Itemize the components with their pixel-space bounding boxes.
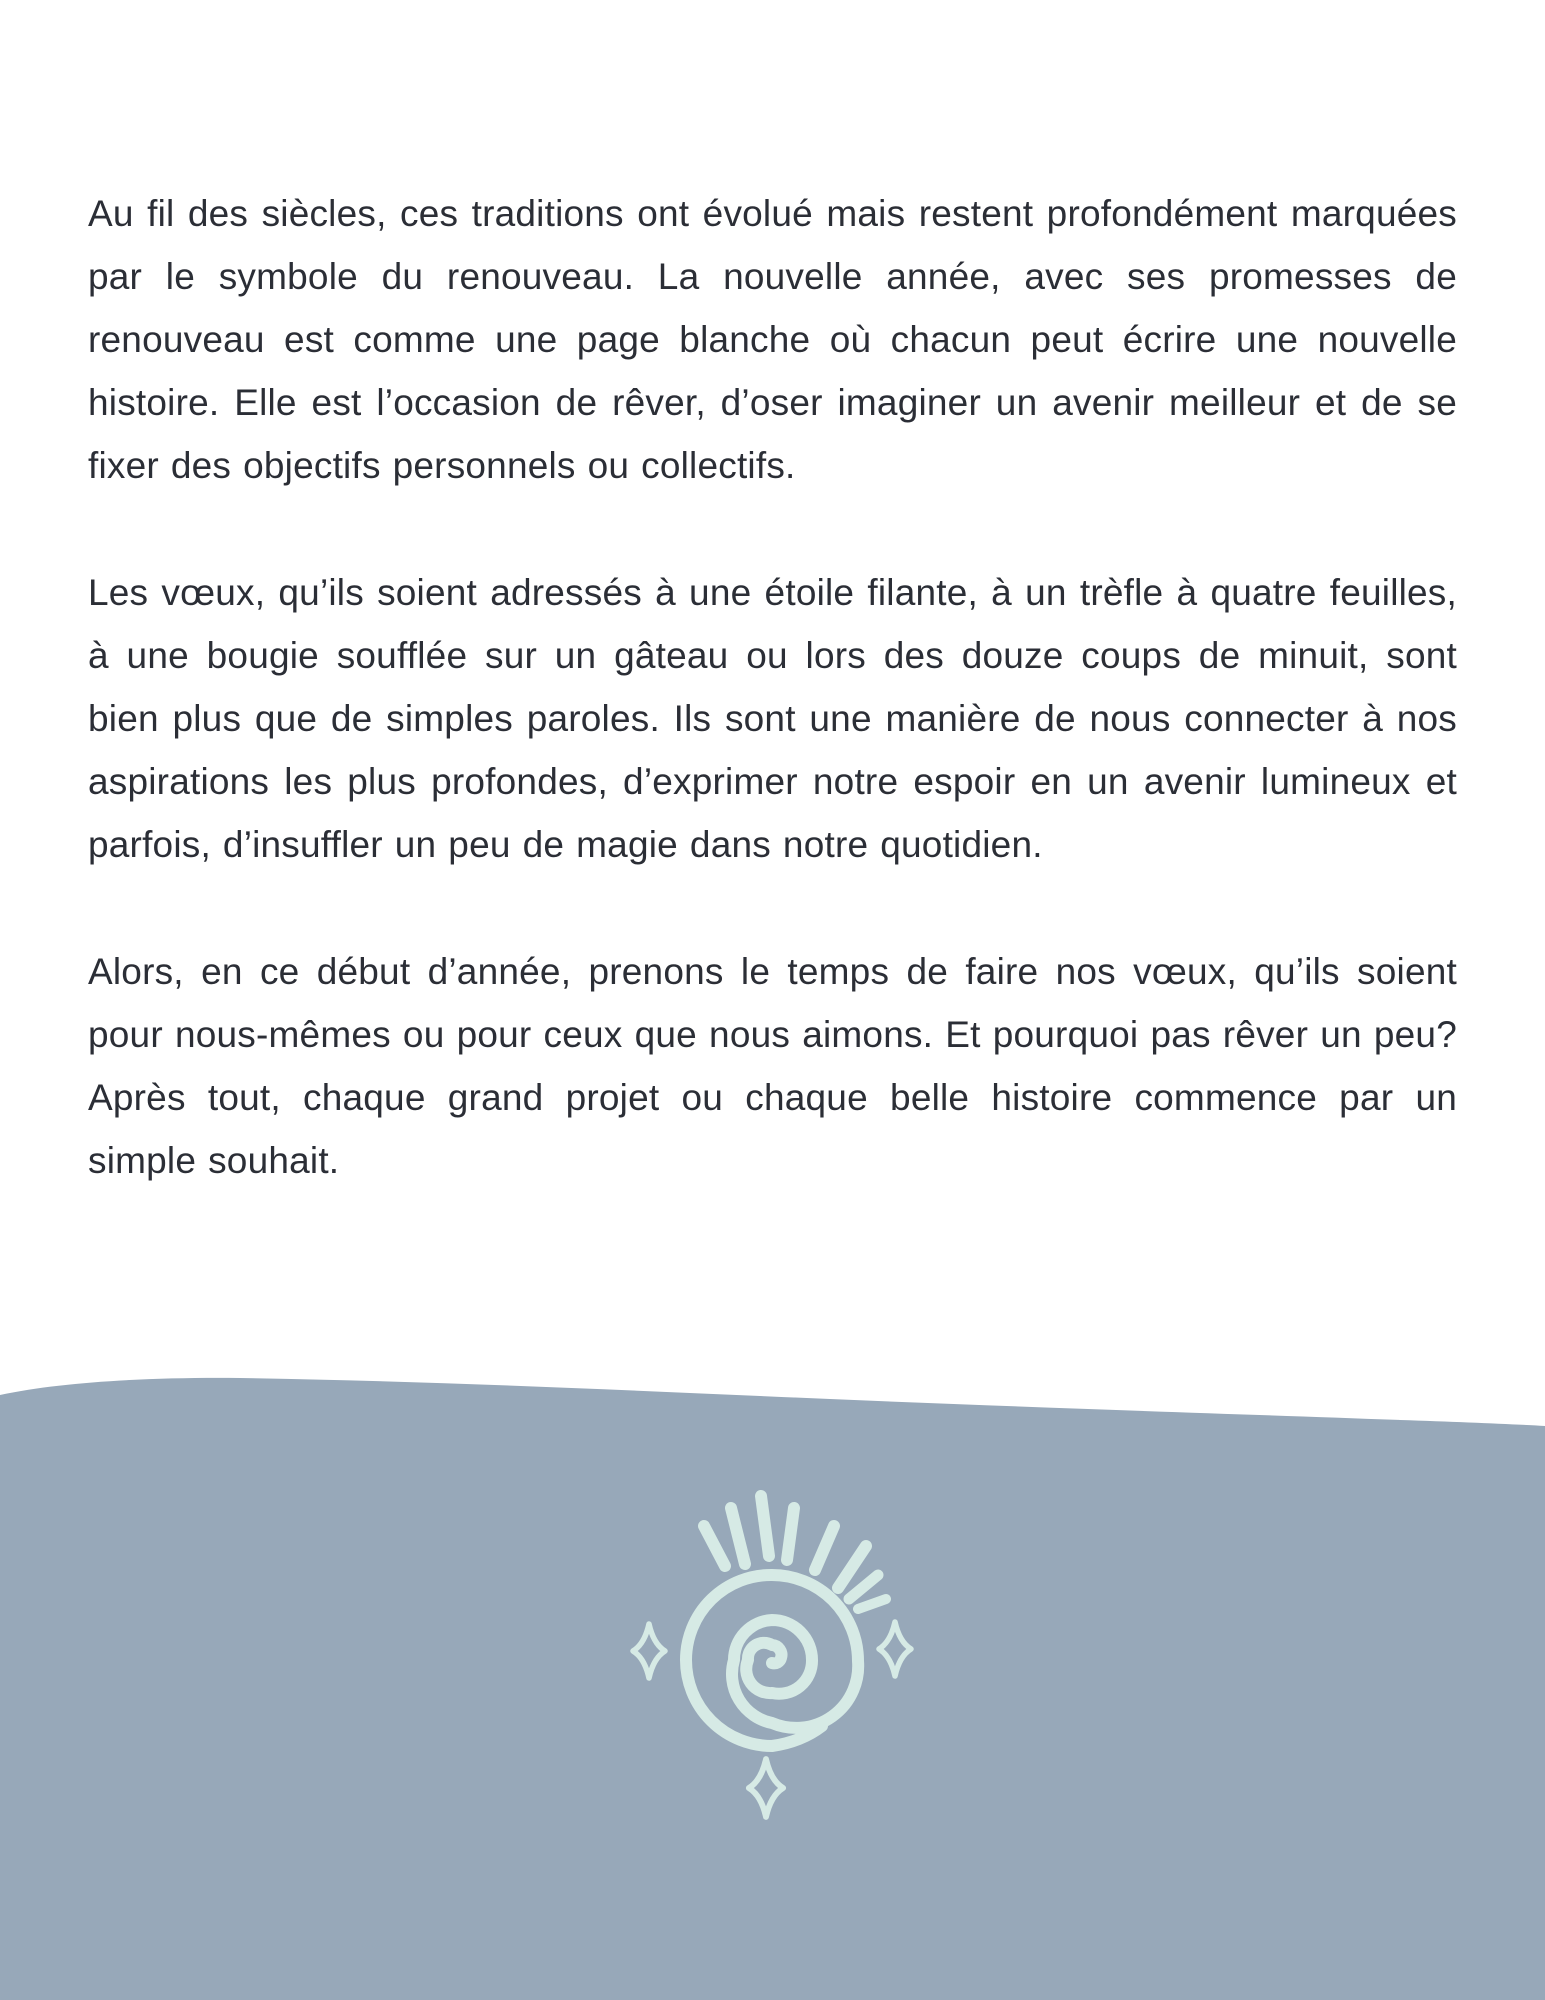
footer-wave: [0, 1368, 1545, 2000]
paragraph-1: Au fil des siècles, ces traditions ont évolué mais restent profondément marquées par le symbole du renouveau. La nouvelle année, avec ses promesses de renouveau est comme une page blanche où chacun peut écrire une nouvelle histoire. Elle est l’occasion de rêver, d’oser imaginer un avenir meilleur et de se fixer des objectifs personnels ou collectifs.: [88, 193, 1457, 486]
body-text: [88, 182, 1457, 1256]
paragraph-2: Les vœux, qu’ils soient adressés à une étoile filante, à un trèfle à quatre feuilles, à une bougie soufflée sur un gâteau ou lors des douze coups de minuit, sont bien plus que de simples paroles. Ils sont une manière de nous connecter à nos aspirations les plus profondes, d’exprimer notre espoir en un avenir lumineux et parfois, d’insuffler un peu de magie dans notre quotidien.: [88, 572, 1457, 865]
paragraph-3: Alors, en ce début d’année, prenons le temps de faire nos vœux, qu’ils soient pour nous-mêmes ou pour ceux que nous aimons. Et pourquoi pas rêver un peu? Après tout, chaque grand projet ou chaque belle histoire commence par un simple souhait.: [88, 951, 1457, 1181]
